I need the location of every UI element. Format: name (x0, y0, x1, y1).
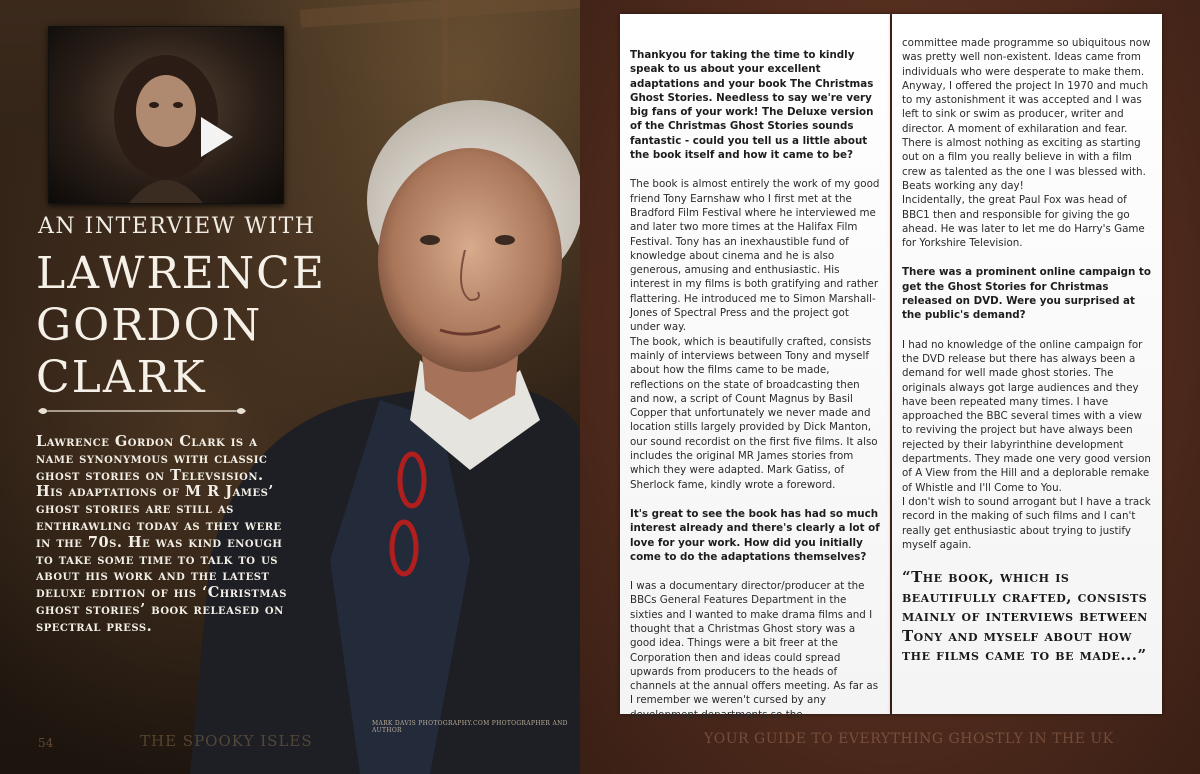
title-line-last: CLARK (36, 352, 207, 403)
question-block (630, 507, 880, 564)
play-icon[interactable] (199, 115, 235, 159)
question-text: Thankyou for taking the time to kindly speak to us about your excellent adaptations and your book The Christmas Ghost Stories. Needless to say we're very big fans of your work! The Deluxe version of the Christmas Ghost Stories sounds fantastic - could you tell us a little about the book itself and how it came to be? (630, 49, 874, 162)
title-line-middle: GORDON (36, 300, 263, 351)
video-still (49, 27, 283, 203)
answer-text: I don't wish to sound arrogant but I have a track record in the making of such films and I can't really get enthusiastic about trying to justify myself again. (902, 495, 1151, 551)
answer-text: Incidentally, the great Paul Fox was head of BBC1 then and responsible for giving the go ahead. He was later to let me do Harry's Game for Yorkshire Television. (902, 194, 1145, 250)
answer-text: Anyway, I offered the project In 1970 and much to my astonishment it was accepted and I was left to sink or swim as producer, writer and director. A moment of exhilaration and fear. There is almost nothing as exciting as starting out on a film you really believe in with a film crew as talented as the one I was blessed with. Beats working any day! (902, 79, 1149, 192)
footer-right: YOUR GUIDE TO EVERYTHING GHOSTLY IN THE UK (704, 731, 1114, 747)
answer-text: I was a documentary director/producer at the BBCs General Features Department in the sixties and I wanted to make drama films and I thought that a Christmas Ghost story was a good idea. Things were a bit freer at the Corporation then and ideas could spread upwards from producers to the heads of channels at the annual offers meeting. As far as I remember we weren't cursed by any development departments so the (630, 580, 879, 721)
answer-block (902, 36, 1152, 250)
ornamental-divider (36, 404, 248, 418)
answer-block (630, 579, 880, 722)
text-column-2 (892, 14, 1162, 714)
question-block (630, 48, 880, 162)
interview-kicker: AN INTERVIEW WITH (38, 214, 316, 239)
video-thumbnail[interactable] (48, 26, 284, 204)
answer-text: The book is almost entirely the work of my good friend Tony Earnshaw who I first met at the Bradford Film Festival where he interviewed me and later two more times at the Halifax Film Festival. Tony has an inexhaustible fund of knowledge about cinema and he is also generous, amusing and enthusiastic. His interest in my films is both gratifying and rather flattering. He introduced me to Simon Marshall-Jones of Spectral Press and the project got under way. (630, 178, 880, 334)
answer-block (902, 338, 1152, 552)
photo-credit: MARK DAVIS PHOTOGRAPHY.COM PHOTOGRAPHER AND AUTHOR (372, 720, 568, 734)
question-block (902, 265, 1152, 322)
answer-block (630, 177, 880, 492)
answer-text: committee made programme so ubiquitous now was pretty well non-existent. Ideas came from individuals who were desperate to make them. (902, 37, 1151, 78)
footer-left: THE SPOOKY ISLES (140, 732, 313, 750)
text-column-1 (620, 14, 890, 721)
intro-paragraph: Lawrence Gordon Clark is a name synonymous with classic ghost stories on Televsision. His adaptations of M R James’ ghost stories are still as enthrawling today as they were in the 70s. He was kind enough to take some time to talk to us about his work and the latest deluxe edition of his ‘Christmas ghost stories’ book released on spectral press. (36, 433, 287, 635)
question-text: It's great to see the book has had so much interest already and there's clearly a lot of love for your work. How did you initially come to do the adaptations themselves? (630, 507, 880, 563)
pull-quote: “The book, which is beautifully crafted, consists mainly of interviews between Tony and myself about how the films came to be made...” (902, 568, 1148, 665)
page-number: 54 (38, 736, 54, 750)
answer-text: I had no knowledge of the online campaign for the DVD release but there has always been a demand for well made ghost stories. The originals always got large audiences and they have been repeated many times. I have approached the BBC several times with a view to reviving the project but have always been rejected by their labyrinthine development departments. They made one very good version of A View from the Hill and a deplorable remake of Whistle and I'll Come to You. (902, 338, 1151, 494)
answer-text: The book, which is beautifully crafted, consists mainly of interviews between Tony and myself about how the films came to be made, reflections on the state of broadcasting then and now, a script of Count Magnus by Basil Copper that unfortunately we never made and location stills largely provided by Dick Manton, our sound recordist on the first five films. It also includes the original MR James stories from which they were adapted. Mark Gatiss, of Sherlock fame, kindly wrote a foreword. (630, 335, 878, 491)
left-page (0, 0, 580, 774)
title-line-first: LAWRENCE (36, 248, 326, 299)
question-text: There was a prominent online campaign to get the Ghost Stories for Christmas released on DVD. Were you surprised at the public's demand? (902, 266, 1151, 322)
